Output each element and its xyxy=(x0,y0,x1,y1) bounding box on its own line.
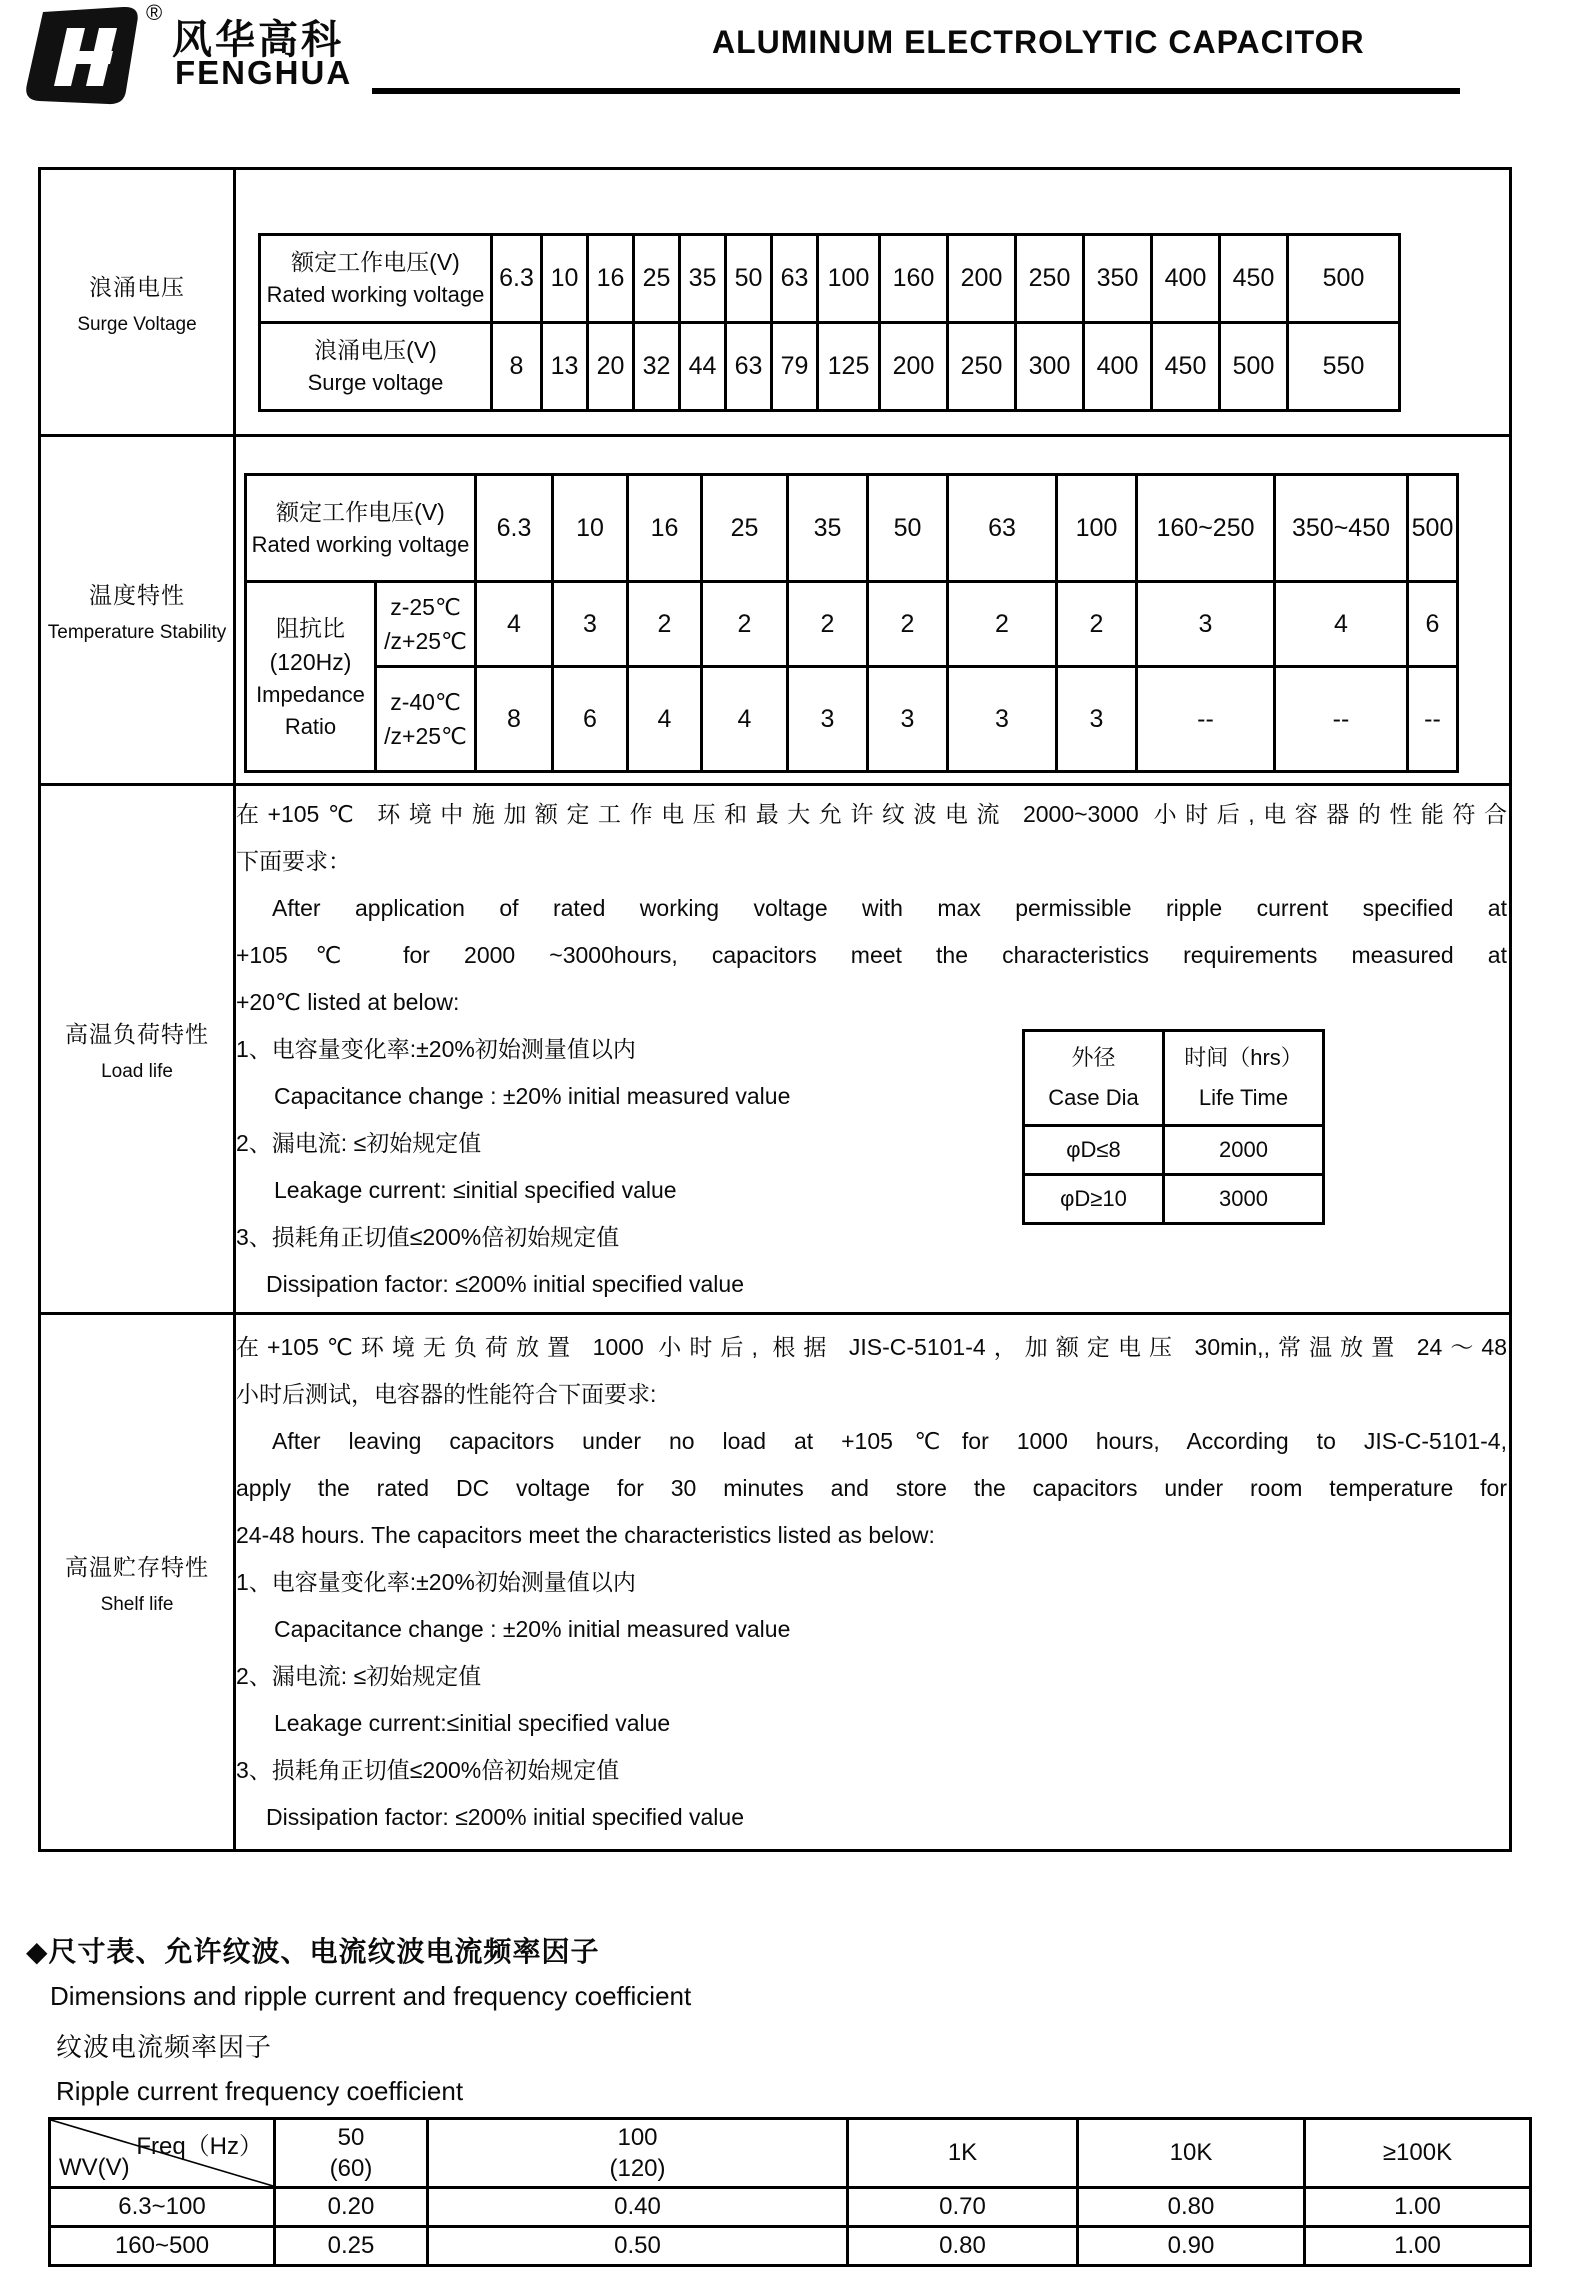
freq-header-cell: 10K xyxy=(1078,2119,1305,2188)
coefficient-cell: 0.50 xyxy=(428,2227,848,2266)
surge-voltage-value: 32 xyxy=(634,322,680,410)
z40-value-cell: 3 xyxy=(788,667,868,772)
temperature-table xyxy=(244,473,1459,773)
text-line: Leakage current: ≤initial specified value xyxy=(274,1176,677,1203)
text-line: 2、漏电流: ≤初始规定值 xyxy=(236,1129,482,1156)
surge-voltage-value: 13 xyxy=(542,322,588,410)
freq-header-row xyxy=(50,2119,1531,2188)
life-time-header-cn: 时间（hrs） xyxy=(1184,1045,1303,1070)
registered-mark: ® xyxy=(146,0,163,25)
temperature-row-label xyxy=(40,436,235,785)
rated-voltage-row xyxy=(260,234,1400,322)
surge-voltage-value: 400 xyxy=(1084,322,1152,410)
text-line: +105℃ for 2000 ~3000hours, capacitors meet the characteristics requirements measured at xyxy=(236,941,1507,968)
coefficient-cell: 1.00 xyxy=(1305,2188,1531,2227)
text-line: Leakage current:≤initial specified value xyxy=(274,1709,671,1736)
text-line: Capacitance change : ±20% initial measured value xyxy=(274,1615,791,1642)
rated-voltage-value: 63 xyxy=(772,234,818,322)
rated-voltage-value: 6.3 xyxy=(492,234,542,322)
shelf-life-row-label xyxy=(40,1314,235,1851)
temperature-header-row xyxy=(246,475,1458,582)
case-dia-row xyxy=(1024,1175,1324,1224)
section-heading-cn: ◆尺寸表、允许纹波、电流纹波电流频率因子 xyxy=(26,1936,600,1967)
load-life-row-label xyxy=(40,785,235,1314)
surge-voltage-value: 450 xyxy=(1152,322,1220,410)
spec-table xyxy=(38,167,1512,1852)
impedance-label-en1: Impedance xyxy=(256,681,365,707)
surge-voltage-header xyxy=(260,322,492,410)
rated-voltage-header xyxy=(246,475,476,582)
text-line: 在+105℃环境无负荷放置 1000 小时后, 根据 JIS-C-5101-4，加额定电压 30min,,常温放置 24～48 xyxy=(236,1333,1507,1360)
rated-voltage-value: 250 xyxy=(1016,234,1084,322)
surge-voltage-value: 250 xyxy=(948,322,1016,410)
z40-value-cell: -- xyxy=(1275,667,1408,772)
rated-voltage-header-cn: 额定工作电压(V) xyxy=(276,499,445,525)
text-line: 下面要求： xyxy=(236,847,351,874)
voltage-header-cell: 160~250 xyxy=(1137,475,1275,582)
z25-value-cell: 2 xyxy=(1057,582,1137,667)
rated-voltage-value: 350 xyxy=(1084,234,1152,322)
text-line: Capacitance change : ±20% initial measured value xyxy=(274,1082,791,1109)
surge-voltage-value: 125 xyxy=(818,322,880,410)
z25-value-cell: 4 xyxy=(1275,582,1408,667)
text-line: 1、电容量变化率:±20%初始测量值以内 xyxy=(236,1568,636,1595)
logo-name-cn: 风华高科 xyxy=(172,18,344,62)
rated-voltage-value: 160 xyxy=(880,234,948,322)
freq-60: (60) xyxy=(329,2155,373,2182)
shelf-life-text xyxy=(235,1314,1511,1851)
wv-axis-label: WV(V) xyxy=(59,2154,130,2181)
surge-voltage-value: 79 xyxy=(772,322,818,410)
coefficient-row xyxy=(50,2227,1531,2266)
coefficient-cell: 1.00 xyxy=(1305,2227,1531,2266)
surge-voltage-value: 200 xyxy=(880,322,948,410)
logo-name-en: FENGHUA xyxy=(175,54,353,91)
voltage-header-cell: 35 xyxy=(788,475,868,582)
freq-wv-corner-cell xyxy=(50,2119,275,2188)
voltage-header-cell: 63 xyxy=(948,475,1057,582)
z25-value-cell: 2 xyxy=(702,582,788,667)
rated-voltage-value: 100 xyxy=(818,234,880,322)
coefficient-cell: 0.80 xyxy=(1078,2188,1305,2227)
z25-value-cell: 2 xyxy=(868,582,948,667)
z25-value-cell: 4 xyxy=(476,582,553,667)
coefficient-cell: 0.20 xyxy=(275,2188,428,2227)
freq-axis-label: Freq（Hz） xyxy=(136,2133,263,2160)
text-line: Dissipation factor: ≤200% initial specified value xyxy=(266,1803,744,1830)
load-life-text xyxy=(235,785,1511,1314)
surge-voltage-value: 63 xyxy=(726,322,772,410)
rated-voltage-value: 450 xyxy=(1220,234,1288,322)
rated-voltage-value: 10 xyxy=(542,234,588,322)
case-dia-table xyxy=(1022,1029,1325,1225)
rated-voltage-value: 25 xyxy=(634,234,680,322)
surge-voltage-header-cn: 浪涌电压(V) xyxy=(314,337,437,363)
rated-voltage-header-cn: 额定工作电压(V) xyxy=(291,249,460,275)
rated-voltage-value: 200 xyxy=(948,234,1016,322)
surge-voltage-table xyxy=(258,233,1401,412)
case-dia-header-en: Case Dia xyxy=(1048,1085,1139,1110)
z25-label-line2: /z+25℃ xyxy=(384,628,467,654)
coefficient-cell: 0.70 xyxy=(848,2188,1078,2227)
z25-value-cell: 3 xyxy=(1137,582,1275,667)
text-line: After leaving capacitors under no load at +105℃for 1000 hours, According to JIS-C-5101-4, xyxy=(272,1427,1507,1454)
voltage-header-cell: 25 xyxy=(702,475,788,582)
text-line: 3、损耗角正切值≤200%倍初始规定值 xyxy=(236,1756,620,1783)
shelf-life-label-en: Shelf life xyxy=(100,1593,174,1615)
text-line: 小时后测试，电容器的性能符合下面要求: xyxy=(236,1380,657,1407)
z40-value-cell: 8 xyxy=(476,667,553,772)
rated-voltage-header xyxy=(260,234,492,322)
freq-header-cell: 1K xyxy=(848,2119,1078,2188)
shelf-life-label-cn: 高温贮存特性 xyxy=(65,1553,209,1580)
surge-voltage-value: 20 xyxy=(588,322,634,410)
impedance-z25-row xyxy=(246,582,1458,667)
z40-label-line1: z-40℃ xyxy=(390,689,461,715)
impedance-ratio-label xyxy=(246,582,376,772)
subsection-heading-en: Ripple current frequency coefficient xyxy=(56,2076,464,2106)
z40-label-line2: /z+25℃ xyxy=(384,723,467,749)
z40-value-cell: -- xyxy=(1408,667,1458,772)
z40-row-label xyxy=(376,667,476,772)
temperature-label-cn: 温度特性 xyxy=(89,581,185,608)
voltage-header-cell: 100 xyxy=(1057,475,1137,582)
text-line: 3、损耗角正切值≤200%倍初始规定值 xyxy=(236,1223,620,1250)
life-time-header xyxy=(1164,1031,1324,1126)
z40-value-cell: 3 xyxy=(1057,667,1137,772)
z40-value-cell: 4 xyxy=(702,667,788,772)
ripple-frequency-table xyxy=(48,2117,1532,2267)
voltage-header-cell: 6.3 xyxy=(476,475,553,582)
surge-label-en: Surge Voltage xyxy=(77,313,197,335)
text-line: +20℃ listed at below: xyxy=(236,988,460,1015)
surge-voltage-header-en: Surge voltage xyxy=(307,370,444,395)
load-life-label-en: Load life xyxy=(101,1060,173,1082)
life-time-value: 3000 xyxy=(1164,1175,1324,1224)
case-dia-header-cn: 外径 xyxy=(1071,1045,1116,1070)
z25-value-cell: 2 xyxy=(628,582,702,667)
wv-range-cell: 6.3~100 xyxy=(50,2188,275,2227)
fenghua-logo-icon xyxy=(24,6,146,106)
load-life-label-cn: 高温负荷特性 xyxy=(65,1020,209,1047)
z40-value-cell: 3 xyxy=(948,667,1057,772)
coefficient-cell: 0.25 xyxy=(275,2227,428,2266)
freq-header-cell xyxy=(428,2119,848,2188)
case-dia-header xyxy=(1024,1031,1164,1126)
voltage-header-cell: 10 xyxy=(553,475,628,582)
freq-header-cell xyxy=(275,2119,428,2188)
surge-voltage-value: 550 xyxy=(1288,322,1400,410)
z40-value-cell: -- xyxy=(1137,667,1275,772)
rated-voltage-value: 50 xyxy=(726,234,772,322)
z40-value-cell: 3 xyxy=(868,667,948,772)
voltage-header-cell: 16 xyxy=(628,475,702,582)
freq-100: 100 xyxy=(617,2124,658,2151)
z25-row-label xyxy=(376,582,476,667)
case-dia-value: φD≤8 xyxy=(1024,1126,1164,1175)
life-time-value: 2000 xyxy=(1164,1126,1324,1175)
wv-range-cell: 160~500 xyxy=(50,2227,275,2266)
case-dia-header-row xyxy=(1024,1031,1324,1126)
freq-120: (120) xyxy=(609,2155,666,2182)
surge-voltage-value: 44 xyxy=(680,322,726,410)
text-line: apply the rated DC voltage for 30 minutes and store the capacitors under room temperature for xyxy=(236,1474,1507,1501)
text-line: 1、电容量变化率:±20%初始测量值以内 xyxy=(236,1035,636,1062)
surge-voltage-value: 300 xyxy=(1016,322,1084,410)
life-time-header-en: Life Time xyxy=(1198,1085,1289,1110)
rated-voltage-value: 16 xyxy=(588,234,634,322)
z40-value-cell: 6 xyxy=(553,667,628,772)
header-rule xyxy=(372,88,1460,94)
text-line: 24-48 hours. The capacitors meet the characteristics listed as below: xyxy=(236,1521,935,1548)
temperature-label-en: Temperature Stability xyxy=(47,621,227,643)
freq-50: 50 xyxy=(337,2124,365,2151)
coefficient-cell: 0.40 xyxy=(428,2188,848,2227)
z25-value-cell: 2 xyxy=(948,582,1057,667)
rated-voltage-header-en: Rated working voltage xyxy=(266,282,485,307)
impedance-z40-row xyxy=(246,667,1458,772)
surge-voltage-row-label xyxy=(40,169,235,436)
rated-voltage-value: 35 xyxy=(680,234,726,322)
voltage-header-cell: 350~450 xyxy=(1275,475,1408,582)
surge-voltage-value: 500 xyxy=(1220,322,1288,410)
text-line: 在+105℃ 环境中施加额定工作电压和最大允许纹波电流 2000~3000 小时后,电容器的性能符合 xyxy=(236,800,1507,827)
rated-voltage-value: 500 xyxy=(1288,234,1400,322)
impedance-label-en2: Ratio xyxy=(284,713,337,739)
voltage-header-cell: 500 xyxy=(1408,475,1458,582)
case-dia-row xyxy=(1024,1126,1324,1175)
z25-value-cell: 3 xyxy=(553,582,628,667)
z25-value-cell: 6 xyxy=(1408,582,1458,667)
coefficient-cell: 0.80 xyxy=(848,2227,1078,2266)
z25-value-cell: 2 xyxy=(788,582,868,667)
surge-voltage-value: 8 xyxy=(492,322,542,410)
text-line: After application of rated working voltage with max permissible ripple current specified at xyxy=(272,894,1507,921)
coefficient-row xyxy=(50,2188,1531,2227)
section-heading-en: Dimensions and ripple current and frequency coefficient xyxy=(50,1981,692,2011)
surge-voltage-row xyxy=(260,322,1400,410)
text-line: Dissipation factor: ≤200% initial specified value xyxy=(266,1270,744,1297)
z40-value-cell: 4 xyxy=(628,667,702,772)
text-line: 2、漏电流: ≤初始规定值 xyxy=(236,1662,482,1689)
subsection-heading-cn: 纹波电流频率因子 xyxy=(56,2032,273,2062)
voltage-header-cell: 50 xyxy=(868,475,948,582)
document-title: ALUMINUM ELECTROLYTIC CAPACITOR xyxy=(712,24,1365,60)
impedance-label-cn: 阻抗比(120Hz) xyxy=(269,614,352,675)
case-dia-value: φD≥10 xyxy=(1024,1175,1164,1224)
rated-voltage-value: 400 xyxy=(1152,234,1220,322)
rated-voltage-header-en: Rated working voltage xyxy=(251,532,470,557)
z25-label-line1: z-25℃ xyxy=(390,594,461,620)
coefficient-cell: 0.90 xyxy=(1078,2227,1305,2266)
surge-label-cn: 浪涌电压 xyxy=(89,273,185,300)
freq-header-cell: ≥100K xyxy=(1305,2119,1531,2188)
